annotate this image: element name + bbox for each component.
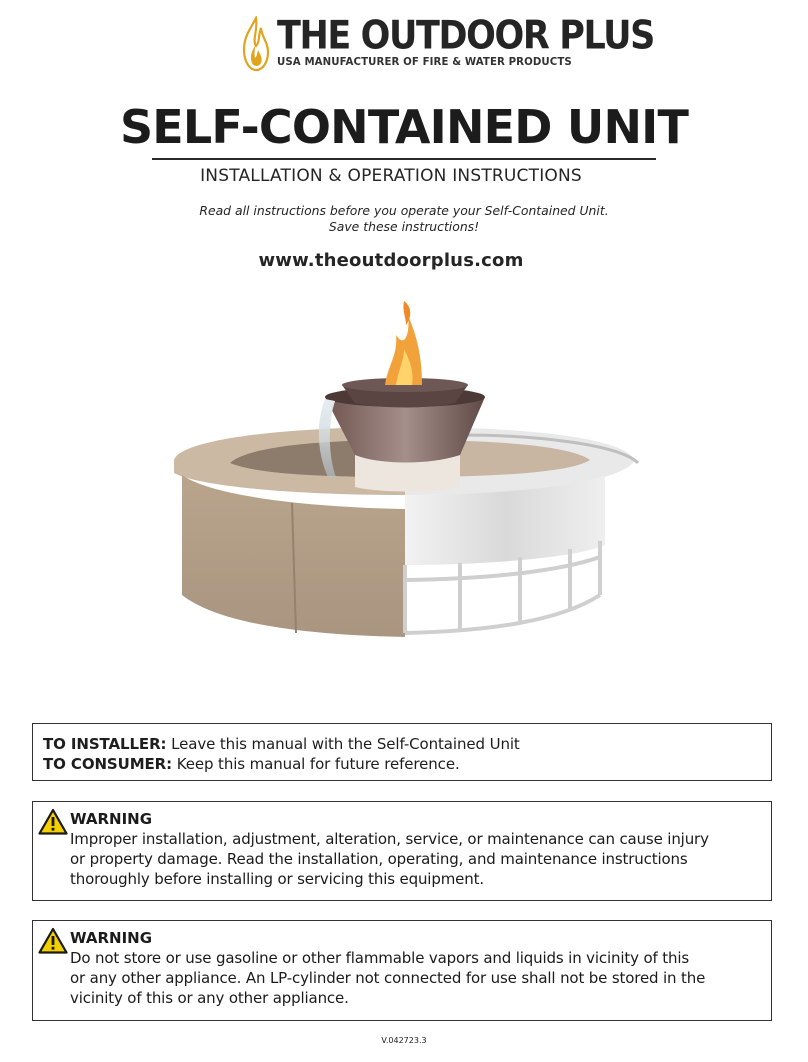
- warning-1-line-2: or property damage. Read the installation, operating, and maintenance instructions: [70, 850, 688, 868]
- warning-box-2: [32, 920, 772, 1021]
- warning-2-line-2: or any other appliance. An LP-cylinder not connected for use shall not be stored in the: [70, 969, 706, 987]
- document-subtitle: INSTALLATION & OPERATION INSTRUCTIONS: [200, 166, 582, 186]
- warning-2-line-1: Do not store or use gasoline or other flammable vapors and liquids in vicinity of this: [70, 949, 690, 967]
- installer-notice-box: [32, 723, 772, 781]
- warning-2-line-3: vicinity of this or any other appliance.: [70, 989, 349, 1007]
- read-instructions-note: [0, 203, 808, 235]
- brand-tagline: USA MANUFACTURER OF FIRE & WATER PRODUCTS: [277, 57, 572, 68]
- installer-text: Leave this manual with the Self-Contained Unit: [166, 735, 520, 753]
- consumer-line: [43, 754, 761, 774]
- warning-triangle-icon: [38, 808, 68, 835]
- product-image: [160, 295, 650, 655]
- warning-1-line-3: thoroughly before installing or servicing this equipment.: [70, 870, 484, 888]
- read-note-line-2: Save these instructions!: [328, 219, 480, 234]
- warning-box-1: [32, 801, 772, 901]
- read-note-line-1: Read all instructions before you operate your Self-Contained Unit.: [199, 203, 609, 218]
- consumer-label: TO CONSUMER:: [43, 755, 173, 773]
- title-underline: [152, 158, 656, 160]
- brand-name: THE OUTDOOR PLUS: [277, 14, 654, 59]
- consumer-text: Keep this manual for future reference.: [172, 755, 460, 773]
- warning-body-1: [70, 829, 709, 889]
- installer-line: [43, 734, 761, 754]
- warning-heading-1: WARNING: [70, 810, 153, 828]
- warning-1-line-1: Improper installation, adjustment, alteration, service, or maintenance can cause injury: [70, 830, 709, 848]
- website-link[interactable]: www.theoutdoorplus.com: [258, 250, 524, 271]
- warning-heading-2: WARNING: [70, 929, 153, 947]
- warning-triangle-icon: [38, 927, 68, 954]
- flame-logo-icon: [240, 16, 272, 72]
- version-number: V.042723.3: [381, 1036, 427, 1045]
- warning-body-2: [70, 948, 705, 1008]
- installer-label: TO INSTALLER:: [43, 735, 167, 753]
- document-title: SELF-CONTAINED UNIT: [119, 100, 689, 154]
